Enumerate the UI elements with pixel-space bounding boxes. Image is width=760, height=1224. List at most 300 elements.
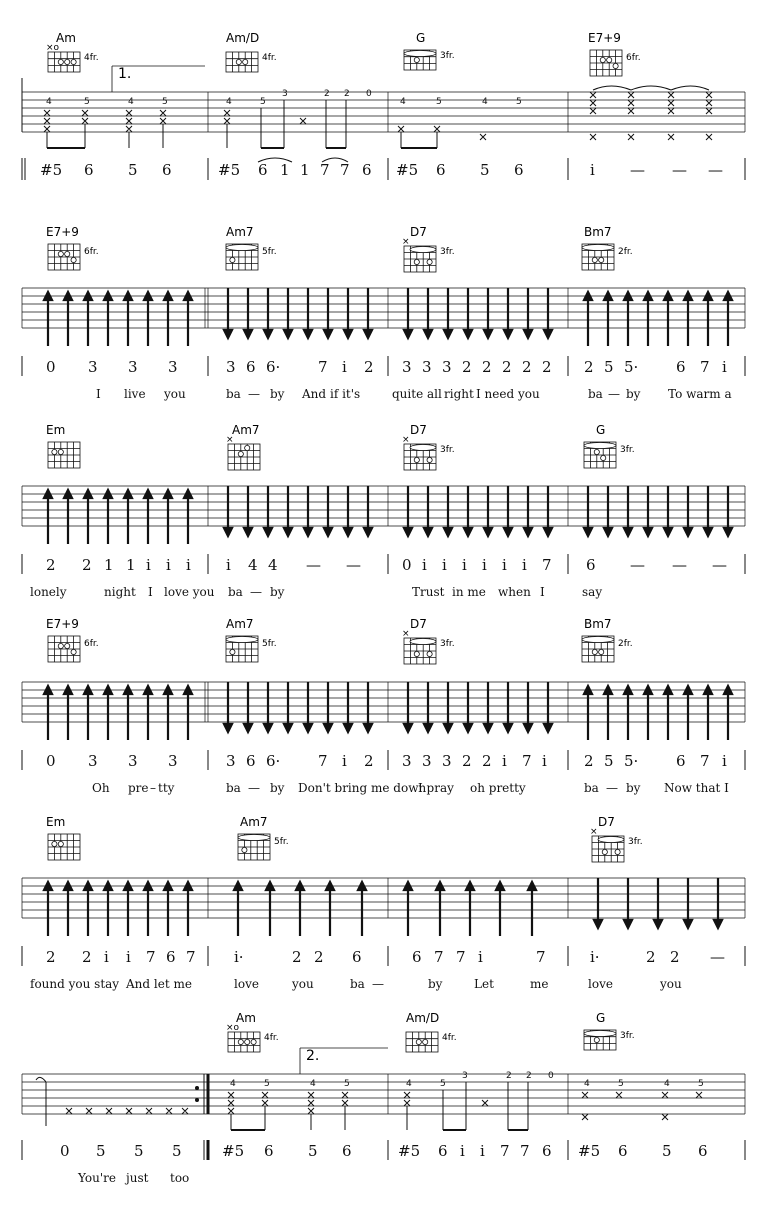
jianpu-note: 2	[292, 948, 302, 966]
jianpu-note: #5	[222, 1142, 245, 1160]
lyric: —	[250, 585, 262, 599]
fret-number: 4	[400, 97, 406, 107]
jianpu-note: 7	[520, 1142, 530, 1160]
lyric: ba	[228, 585, 243, 599]
lyric: by	[626, 387, 641, 401]
fret-position: 3fr.	[440, 51, 455, 61]
jianpu-note: 3	[226, 358, 236, 376]
jianpu-note: 5	[128, 161, 138, 179]
chord-diagram-e7-9	[46, 617, 99, 662]
lyric: love	[588, 977, 613, 991]
mute-marks: ×o	[46, 43, 60, 53]
fret-position: 4fr.	[262, 53, 277, 63]
chord-diagram-am	[226, 1011, 279, 1052]
lyric: Now that I	[664, 781, 729, 795]
jianpu-note: i	[442, 556, 447, 574]
jianpu-note: 5	[480, 161, 490, 179]
jianpu-note: 7	[456, 948, 466, 966]
chord-name: D7	[410, 423, 427, 437]
chord-diagram-am-d	[226, 31, 277, 72]
jianpu-note: i	[146, 556, 151, 574]
system-row-5	[22, 815, 745, 991]
jianpu-note: 1	[104, 556, 114, 574]
tab-staff	[22, 486, 745, 526]
jianpu-note: 2	[584, 358, 594, 376]
second-ending-mark: 2.	[306, 1048, 320, 1064]
jianpu-note: #5	[218, 161, 241, 179]
jianpu-note: i	[342, 752, 347, 770]
lyric: you	[164, 387, 186, 401]
jianpu-note: 6	[84, 161, 94, 179]
jianpu-note: i	[126, 948, 131, 966]
mute-marks: ×	[590, 827, 598, 837]
fret-position: 6fr.	[84, 247, 99, 257]
fret-number: 2	[324, 89, 330, 99]
jianpu-note: 3	[226, 752, 236, 770]
jianpu-dash: —	[672, 556, 687, 574]
fret-position: 3fr.	[440, 639, 455, 649]
tab-staff	[22, 1074, 745, 1114]
tab-staff	[22, 878, 745, 918]
strum-arrows	[44, 878, 722, 936]
jianpu-note: i	[590, 161, 595, 179]
fret-position: 3fr.	[440, 445, 455, 455]
fret-number: 5	[436, 97, 442, 107]
repeat-sign	[195, 1086, 199, 1102]
jianpu-note: 7	[320, 161, 330, 179]
lyric: To warm a	[668, 387, 732, 401]
lyric: by	[626, 781, 641, 795]
jianpu-note: i	[342, 358, 347, 376]
lyric: night	[104, 585, 136, 599]
jianpu-note: 2	[646, 948, 656, 966]
chord-diagram-g	[584, 1011, 635, 1050]
jianpu-note: 4	[248, 556, 258, 574]
fret-position: 5fr.	[262, 639, 277, 649]
lyric: ba	[350, 977, 365, 991]
jianpu-note: 2	[542, 358, 552, 376]
jianpu-note: 6	[342, 1142, 352, 1160]
jianpu-note: 2	[314, 948, 324, 966]
jianpu-note: 6	[352, 948, 362, 966]
jianpu-note: 6	[258, 161, 268, 179]
chord-name: E7+9	[46, 225, 79, 239]
fret-number: 0	[366, 89, 372, 99]
jianpu-note: 7	[186, 948, 196, 966]
lyric: I	[148, 585, 153, 599]
lyric: quite all	[392, 387, 442, 401]
jianpu-note: 0	[46, 752, 56, 770]
chord-diagram-am7	[226, 617, 277, 662]
jianpu-note: 7	[340, 161, 350, 179]
jianpu-note: 2	[502, 358, 512, 376]
system-row-6	[22, 1011, 745, 1185]
system-row-1	[22, 31, 745, 180]
jianpu-note: i·	[234, 948, 244, 966]
jianpu-note: 6	[514, 161, 524, 179]
jianpu-note: 7	[536, 948, 546, 966]
lyric: And	[302, 387, 327, 401]
jianpu-note: 7	[700, 358, 710, 376]
jianpu-note: #5	[578, 1142, 601, 1160]
chord-diagram-em	[46, 815, 80, 860]
jianpu-dash: —	[346, 556, 361, 574]
chord-name: Am7	[226, 225, 254, 239]
lyric: you	[660, 977, 682, 991]
lyric: Don't bring me down	[298, 781, 427, 795]
fret-number: 3	[462, 1071, 468, 1081]
jianpu-note: 1	[280, 161, 290, 179]
fret-number: 2	[344, 89, 350, 99]
mute-marks: ×	[402, 629, 410, 639]
jianpu-dash: —	[708, 161, 723, 179]
lyric: pre	[128, 781, 149, 795]
jianpu-note: 1	[300, 161, 310, 179]
lyric: lonely	[30, 585, 67, 599]
chord-name: Bm7	[584, 225, 612, 239]
jianpu-note: #5	[40, 161, 63, 179]
jianpu-note: i	[522, 556, 527, 574]
jianpu-note: 6	[246, 752, 256, 770]
lyric: Oh	[92, 781, 110, 795]
jianpu-note: 6	[676, 358, 686, 376]
jianpu-note: 3	[128, 358, 138, 376]
jianpu-note: 2	[670, 948, 680, 966]
mute-marks: ×	[226, 435, 234, 445]
jianpu-note: 7	[434, 948, 444, 966]
lyric: live	[124, 387, 146, 401]
lyric: —	[248, 781, 260, 795]
fret-number: 5	[264, 1079, 270, 1089]
chord-diagram-bm7	[582, 225, 633, 270]
jianpu-note: 2	[522, 358, 532, 376]
lyric: tty	[158, 781, 175, 795]
jianpu-note: 2	[364, 358, 374, 376]
chord-diagram-am7	[226, 225, 277, 270]
jianpu-note: i	[422, 556, 427, 574]
first-ending-mark: 1.	[118, 66, 132, 82]
jianpu-note: 6	[246, 358, 256, 376]
chord-name: Am7	[232, 423, 260, 437]
lyric: I	[96, 387, 101, 401]
tab-staff	[22, 682, 745, 722]
lyric: by	[428, 977, 443, 991]
chord-diagram-d7	[402, 225, 455, 272]
jianpu-note: i	[478, 948, 483, 966]
jianpu-note: 7	[318, 358, 328, 376]
jianpu-note: 2	[462, 358, 472, 376]
tab-staff	[22, 288, 745, 328]
fret-number: 4	[584, 1079, 590, 1089]
chord-diagram-em	[46, 423, 80, 468]
lyric: love you	[164, 585, 215, 599]
lyric: oh pretty	[470, 781, 526, 795]
jianpu-note: 2	[46, 948, 56, 966]
lyric: ba	[226, 387, 241, 401]
jianpu-note: #5	[398, 1142, 421, 1160]
lyric: you	[292, 977, 314, 991]
jianpu-note: 7	[700, 752, 710, 770]
jianpu-note: 3	[168, 358, 178, 376]
jianpu-note: i	[722, 358, 727, 376]
jianpu-note: i	[166, 556, 171, 574]
jianpu-note: 6	[618, 1142, 628, 1160]
jianpu-note: i	[502, 752, 507, 770]
chord-name: E7+9	[588, 31, 621, 45]
lyric: found you stay	[30, 977, 120, 991]
fret-position: 5fr.	[274, 837, 289, 847]
fret-number: 4	[230, 1079, 236, 1089]
jianpu-note: 3	[442, 752, 452, 770]
jianpu-note: 2	[482, 752, 492, 770]
system-row-3	[22, 423, 745, 599]
fret-number: 5	[344, 1079, 350, 1089]
jianpu-note: 5	[308, 1142, 318, 1160]
jianpu-note: i	[542, 752, 547, 770]
lyric: —	[372, 977, 384, 991]
jianpu-note: 6	[162, 161, 172, 179]
jianpu-note: 5·	[624, 752, 639, 770]
jianpu-note: 2	[584, 752, 594, 770]
mute-marks: ×o	[226, 1023, 240, 1033]
jianpu-note: 0	[46, 358, 56, 376]
chord-diagram-g	[584, 423, 635, 468]
fret-number: 5	[440, 1079, 446, 1089]
jianpu-note: 7	[500, 1142, 510, 1160]
fret-number: 5	[618, 1079, 624, 1089]
chord-diagram-e7-9	[46, 225, 99, 270]
jianpu-note: 6	[264, 1142, 274, 1160]
jianpu-note: 6	[166, 948, 176, 966]
fret-number: 4	[46, 97, 52, 107]
jianpu-note: 3	[402, 358, 412, 376]
jianpu-note: 2	[46, 556, 56, 574]
lyric: Let	[474, 977, 494, 991]
jianpu-dash: —	[630, 161, 645, 179]
jianpu-note: 2	[482, 358, 492, 376]
fret-number: 4	[482, 97, 488, 107]
jianpu-note: 6	[412, 948, 422, 966]
fret-position: 2fr.	[618, 247, 633, 257]
chord-name: G	[416, 31, 426, 45]
jianpu-note: 1	[126, 556, 136, 574]
chord-diagram-am7	[226, 423, 260, 470]
fret-position: 4fr.	[264, 1033, 279, 1043]
lyric: just	[126, 1171, 149, 1185]
jianpu-note: 6	[676, 752, 686, 770]
lyric: me	[530, 977, 549, 991]
jianpu-dash: —	[712, 556, 727, 574]
fret-number: 3	[282, 89, 288, 99]
lyric: by	[270, 387, 285, 401]
jianpu-note: 0	[402, 556, 412, 574]
fret-number: 5	[84, 97, 90, 107]
lyric: I	[540, 585, 545, 599]
jianpu-note: 2	[364, 752, 374, 770]
fret-number: 2	[526, 1071, 532, 1081]
chord-diagram-am	[46, 31, 99, 72]
jianpu-note: 5·	[624, 358, 639, 376]
chord-diagram-d7	[402, 617, 455, 664]
chord-name: Am7	[226, 617, 254, 631]
fret-position: 2fr.	[618, 639, 633, 649]
chord-diagram-bm7	[582, 617, 633, 662]
jianpu-note: 5	[96, 1142, 106, 1160]
jianpu-dash: —	[306, 556, 321, 574]
chord-name: Am	[56, 31, 76, 45]
lyric: right	[444, 387, 474, 401]
jianpu-note: 6	[698, 1142, 708, 1160]
mute-marks: ×	[402, 237, 410, 247]
jianpu-note: i	[226, 556, 231, 574]
lyric: ba	[588, 387, 603, 401]
lyric: You're	[78, 1171, 116, 1185]
jianpu-note: 3	[128, 752, 138, 770]
fret-number: 4	[406, 1079, 412, 1089]
jianpu-dash: —	[710, 948, 725, 966]
jianpu-note: 5	[134, 1142, 144, 1160]
chord-diagram-am-d	[406, 1011, 457, 1052]
fret-position: 3fr.	[628, 837, 643, 847]
fret-position: 4fr.	[84, 53, 99, 63]
chord-diagram-am7	[238, 815, 289, 860]
fret-number: 5	[516, 97, 522, 107]
lyric: ba	[226, 781, 241, 795]
chord-diagram-d7	[402, 423, 455, 470]
chord-name: E7+9	[46, 617, 79, 631]
lyric: Trust	[412, 585, 445, 599]
chord-name: Am/D	[226, 31, 260, 45]
lyric: too	[170, 1171, 190, 1185]
jianpu-note: 3	[422, 752, 432, 770]
chord-name: D7	[410, 617, 427, 631]
lyric: And let me	[126, 977, 192, 991]
chord-name: G	[596, 1011, 606, 1025]
fret-number: 5	[162, 97, 168, 107]
chord-diagram-e7-9	[588, 31, 641, 76]
lyric: say	[582, 585, 603, 599]
chord-name: Em	[46, 423, 66, 437]
jianpu-note: 5	[604, 752, 614, 770]
jianpu-note: i	[462, 556, 467, 574]
lyric: if it's	[330, 387, 361, 401]
lyric: —	[248, 387, 260, 401]
chord-name: Am/D	[406, 1011, 440, 1025]
jianpu-note: 3	[88, 358, 98, 376]
jianpu-note: 0	[60, 1142, 70, 1160]
jianpu-dash: —	[672, 161, 687, 179]
lyric: I need you	[476, 387, 540, 401]
chord-name: Bm7	[584, 617, 612, 631]
jianpu-note: 5	[662, 1142, 672, 1160]
jianpu-note: 3	[168, 752, 178, 770]
fret-position: 3fr.	[440, 247, 455, 257]
jianpu-note: i	[460, 1142, 465, 1160]
fret-number: 4	[310, 1079, 316, 1089]
fret-number: 0	[548, 1071, 554, 1081]
jianpu-note: i	[502, 556, 507, 574]
jianpu-note: 7	[542, 556, 552, 574]
chord-name: Am7	[240, 815, 268, 829]
chord-diagram-g	[404, 31, 455, 70]
jianpu-note: #5	[396, 161, 419, 179]
jianpu-note: 7	[318, 752, 328, 770]
jianpu-note: 6·	[266, 358, 281, 376]
jianpu-note: i·	[590, 948, 600, 966]
chord-name: G	[596, 423, 606, 437]
fret-position: 3fr.	[620, 445, 635, 455]
fret-number: 4	[226, 97, 232, 107]
jianpu-note: 5	[604, 358, 614, 376]
chord-name: D7	[598, 815, 615, 829]
fret-number: 5	[698, 1079, 704, 1089]
lyric: by	[270, 781, 285, 795]
tab-note-marks	[44, 86, 712, 148]
jianpu-note: 2	[82, 556, 92, 574]
jianpu-note: 6	[586, 556, 596, 574]
jianpu-note: 3	[88, 752, 98, 770]
lyric: —	[606, 781, 618, 795]
jianpu-note: 6	[362, 161, 372, 179]
chord-diagram-d7	[590, 815, 643, 862]
jianpu-note: 3	[422, 358, 432, 376]
system-row-4	[22, 617, 745, 795]
jianpu-note: i	[480, 1142, 485, 1160]
jianpu-dash: —	[630, 556, 645, 574]
jianpu-note: 6	[436, 161, 446, 179]
fret-position: 6fr.	[84, 639, 99, 649]
lyric: ba	[584, 781, 599, 795]
jianpu-note: 6·	[266, 752, 281, 770]
jianpu-note: i	[482, 556, 487, 574]
lyric: –	[150, 781, 156, 795]
fret-position: 3fr.	[620, 1031, 635, 1041]
lyric: I pray	[418, 781, 454, 795]
chord-name: Am	[236, 1011, 256, 1025]
jianpu-note: i	[186, 556, 191, 574]
fret-position: 5fr.	[262, 247, 277, 257]
mute-marks: ×	[402, 435, 410, 445]
lyric: in me	[452, 585, 486, 599]
jianpu-note: 6	[542, 1142, 552, 1160]
tab-note-marks	[36, 1077, 702, 1130]
system-row-2	[22, 225, 745, 401]
jianpu-note: 3	[442, 358, 452, 376]
fret-number: 4	[128, 97, 134, 107]
chord-name: D7	[410, 225, 427, 239]
jianpu-note: 5	[172, 1142, 182, 1160]
lyric: —	[608, 387, 620, 401]
jianpu-note: 7	[146, 948, 156, 966]
jianpu-note: 4	[268, 556, 278, 574]
jianpu-note: 2	[462, 752, 472, 770]
fret-number: 2	[506, 1071, 512, 1081]
jianpu-note: 7	[522, 752, 532, 770]
fret-number: 4	[664, 1079, 670, 1089]
lyric: love	[234, 977, 259, 991]
jianpu-note: 3	[402, 752, 412, 770]
jianpu-note: i	[722, 752, 727, 770]
fret-position: 6fr.	[626, 53, 641, 63]
fret-position: 4fr.	[442, 1033, 457, 1043]
jianpu-note: 2	[82, 948, 92, 966]
jianpu-note: 6	[438, 1142, 448, 1160]
chord-name: Em	[46, 815, 66, 829]
jianpu-note: i	[104, 948, 109, 966]
lyric: when	[498, 585, 531, 599]
lyric: by	[270, 585, 285, 599]
fret-number: 5	[260, 97, 266, 107]
